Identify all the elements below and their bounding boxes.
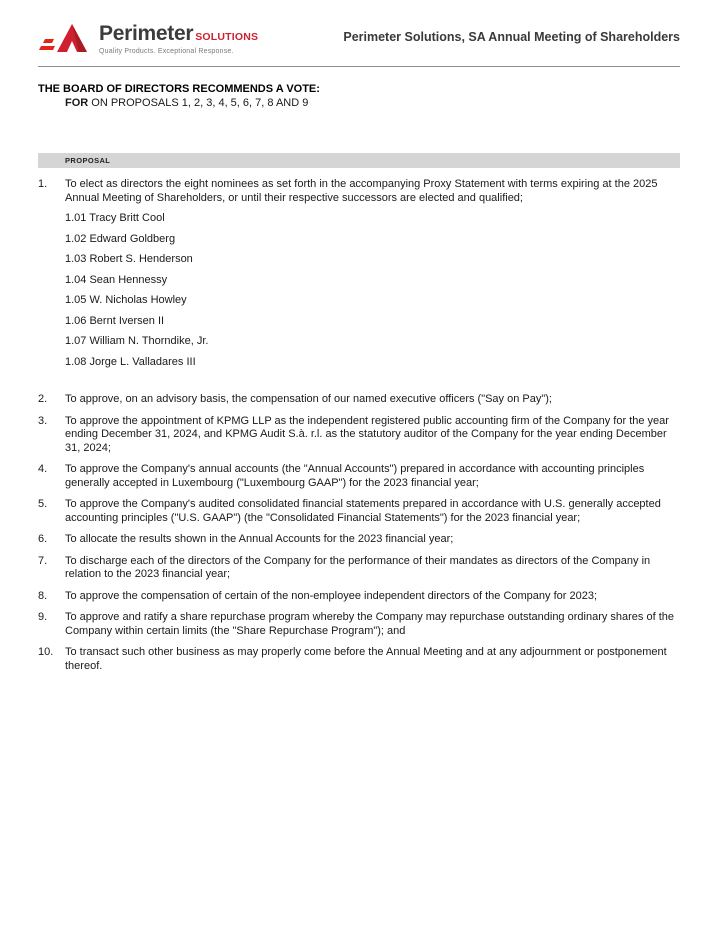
proposal-text: To allocate the results shown in the Annual Accounts for the 2023 financial year; <box>65 533 454 545</box>
logo-text-block <box>99 22 258 55</box>
page-title: Perimeter Solutions, SA Annual Meeting of Shareholders <box>343 30 680 44</box>
proposal-text: To approve and ratify a share repurchase program whereby the Company may repurchase outstanding ordinary shares of the Company within certain limits (the "Share Repurchase Program"); and <box>65 611 675 637</box>
vote-proposals-text: ON PROPOSALS 1, 2, 3, 4, 5, 6, 7, 8 AND 9 <box>88 97 309 109</box>
recommendation-vote-line <box>38 97 680 109</box>
brand-name: Perimeter <box>99 21 194 45</box>
proposal-body <box>65 178 680 369</box>
proposal-column-header-label: PROPOSAL <box>65 156 111 165</box>
nominee-item: 1.06 Bernt Iversen II <box>65 314 165 327</box>
proposal-number: 5. <box>38 498 48 510</box>
perimeter-logo <box>38 20 258 56</box>
proposal-number: 2. <box>38 393 48 405</box>
proposal-number: 1. <box>38 178 48 190</box>
nominee-item: 1.05 W. Nicholas Howley <box>65 294 187 306</box>
vote-for-label: FOR <box>65 97 89 109</box>
brand-suffix: SOLUTIONS <box>195 30 259 43</box>
proposal-number: 10. <box>38 646 54 658</box>
proposal-number: 9. <box>38 611 48 623</box>
document-header <box>38 20 680 67</box>
proposal-text: To approve the appointment of KPMG LLP as the independent registered public accounting firm of the Company for the year ending December 31, 2024, and KPMG Audit S.à. r.l. as the statutory auditor of the Company for the year ending December 31, 2024; <box>65 414 669 454</box>
proposal-number: 8. <box>38 589 48 602</box>
proposal-text: To approve the compensation of certain of the non-employee independent directors of the Company for 2023; <box>65 589 598 602</box>
proposal-row-5 <box>38 498 680 525</box>
recommendation-heading: THE BOARD OF DIRECTORS RECOMMENDS A VOTE: <box>38 83 320 95</box>
perimeter-logo-icon <box>38 20 92 56</box>
nominee-item: 1.03 Robert S. Henderson <box>65 253 193 265</box>
proposal-row-6 <box>38 533 680 547</box>
proposal-row-7 <box>38 555 680 582</box>
proposal-number: 3. <box>38 414 48 427</box>
nominee-item: 1.04 Sean Hennessy <box>65 273 168 286</box>
proposal-column-header <box>38 153 680 168</box>
proposal-row-2 <box>38 393 680 407</box>
proposal-text: To approve the Company's audited consolidated financial statements prepared in accordance with U.S. generally accepted accounting principles ("U.S. GAAP") (the "Consolidated Financial Statements") for the 2023 financial year; <box>65 498 661 524</box>
nominee-list <box>65 212 680 369</box>
proposal-text: To approve the Company's annual accounts (the "Annual Accounts") prepared in accordance with accounting principles generally accepted in Luxembourg ("Luxembourg GAAP") for the 2023 financial year; <box>65 463 645 489</box>
proposal-row-1 <box>38 178 680 369</box>
proposal-number: 7. <box>38 554 48 567</box>
nominee-item: 1.02 Edward Goldberg <box>65 232 176 245</box>
proposal-row-4 <box>38 463 680 490</box>
proposal-number: 6. <box>38 533 48 545</box>
nominee-item: 1.07 William N. Thorndike, Jr. <box>65 335 209 347</box>
proposal-text: To discharge each of the directors of the Company for the performance of their mandates as directors of the Company in relation to the 2023 financial year; <box>65 554 651 580</box>
brand-line <box>99 22 258 46</box>
proposal-list <box>38 178 680 673</box>
proposal-row-8 <box>38 590 680 604</box>
proposal-row-10 <box>38 646 680 673</box>
proposal-text: To approve, on an advisory basis, the compensation of our named executive officers ("Say on Pay"); <box>65 393 552 405</box>
proposal-row-3 <box>38 415 680 456</box>
proposal-row-9 <box>38 611 680 638</box>
proposal-text: To transact such other business as may properly come before the Annual Meeting and at any adjournment or postponement thereof. <box>65 646 667 672</box>
board-recommendation <box>38 83 680 109</box>
brand-tagline: Quality Products. Exceptional Response. <box>99 47 234 55</box>
nominee-item: 1.08 Jorge L. Valladares III <box>65 355 196 368</box>
proposal-number: 4. <box>38 463 48 475</box>
nominee-item: 1.01 Tracy Britt Cool <box>65 212 165 224</box>
proposal-text: To elect as directors the eight nominees as set forth in the accompanying Proxy Statement with terms expiring at the 2025 Annual Meeting of Shareholders, or until their respective successors are elected and qualified; <box>65 178 658 204</box>
